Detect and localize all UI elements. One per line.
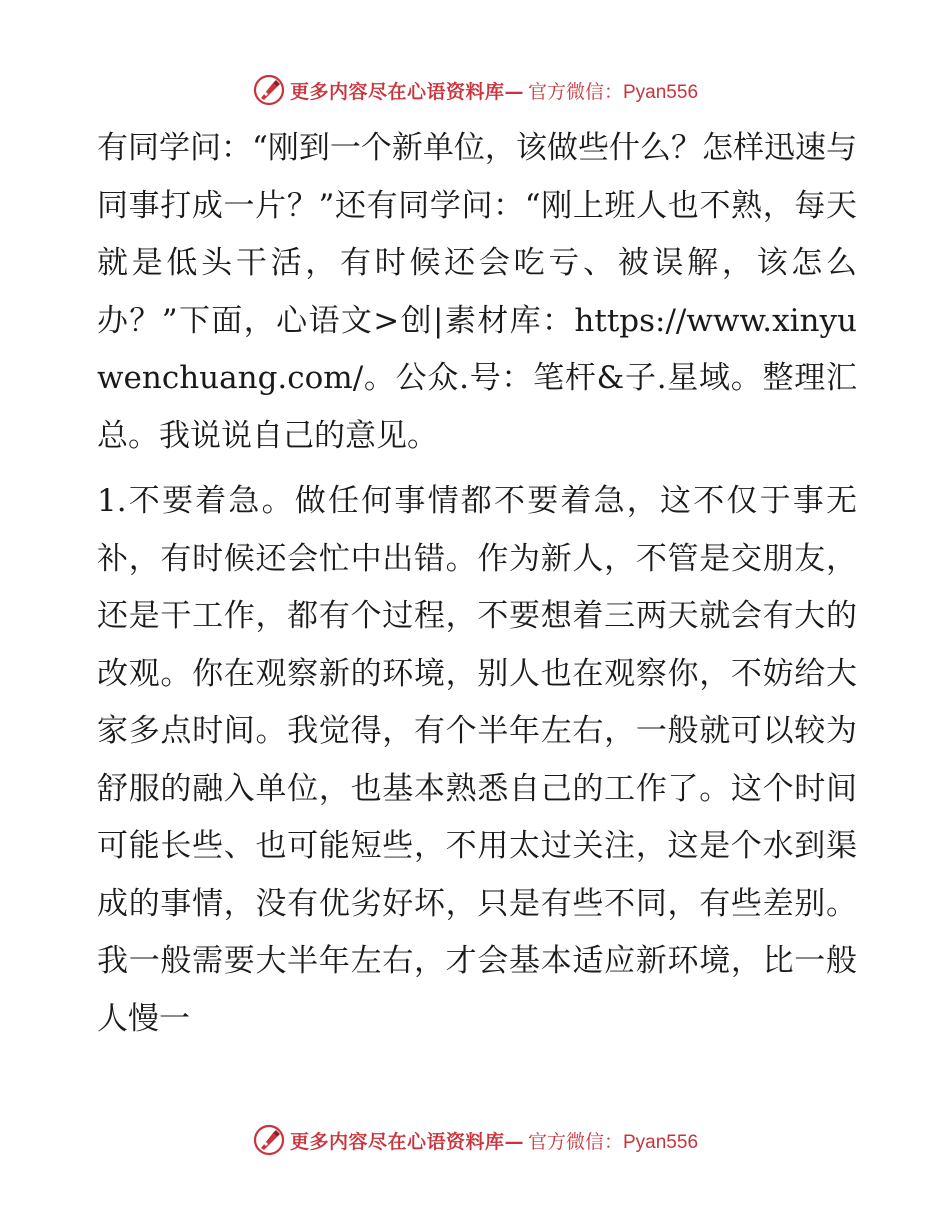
header-banner — [0, 68, 950, 112]
header-contact-text: 官方微信：Pyan556 — [528, 81, 699, 103]
footer-contact-text: 官方微信：Pyan556 — [528, 1131, 699, 1153]
paragraph-intro: 有同学问：“刚到一个新单位，该做些什么？怎样迅速与同事打成一片？”还有同学问：“刚上班人也不熟，每天就是低头干活，有时候还会吃亏、被误解，该怎么办？”下面，心语文>创|素材库：https://www.xinyuwenchuang.com/。公众.号：笔杆&子.星域。整理汇总。我说说自己的意见。 — [97, 130, 857, 454]
footer-site-text: 更多内容尽在心语资料库— — [289, 1130, 524, 1153]
paragraph-point-1: 1.不要着急。做任何事情都不要着急，这不仅于事无补，有时候还会忙中出错。作为新人，不管是交朋友，还是干工作，都有个过程，不要想着三两天就会有大的改观。你在观察新的环境，别人也在观察你，不妨给大家多点时间。我觉得，有个半年左右，一般就可以较为舒服的融入单位，也基本熟悉自己的工作了。这个时间可能长些、也可能短些，不用太过关注，这是个水到渠成的事情，没有优劣好坏，只是有些不同，有些差别。我一般需要大半年左右，才会基本适应新环境，比一般人慢一 — [97, 483, 857, 1037]
document-body — [97, 120, 857, 1048]
header-site-text: 更多内容尽在心语资料库— — [289, 80, 524, 103]
pen-nib-logo-icon — [252, 73, 286, 107]
footer-banner — [0, 1118, 950, 1162]
pen-nib-logo-icon — [252, 1123, 286, 1157]
